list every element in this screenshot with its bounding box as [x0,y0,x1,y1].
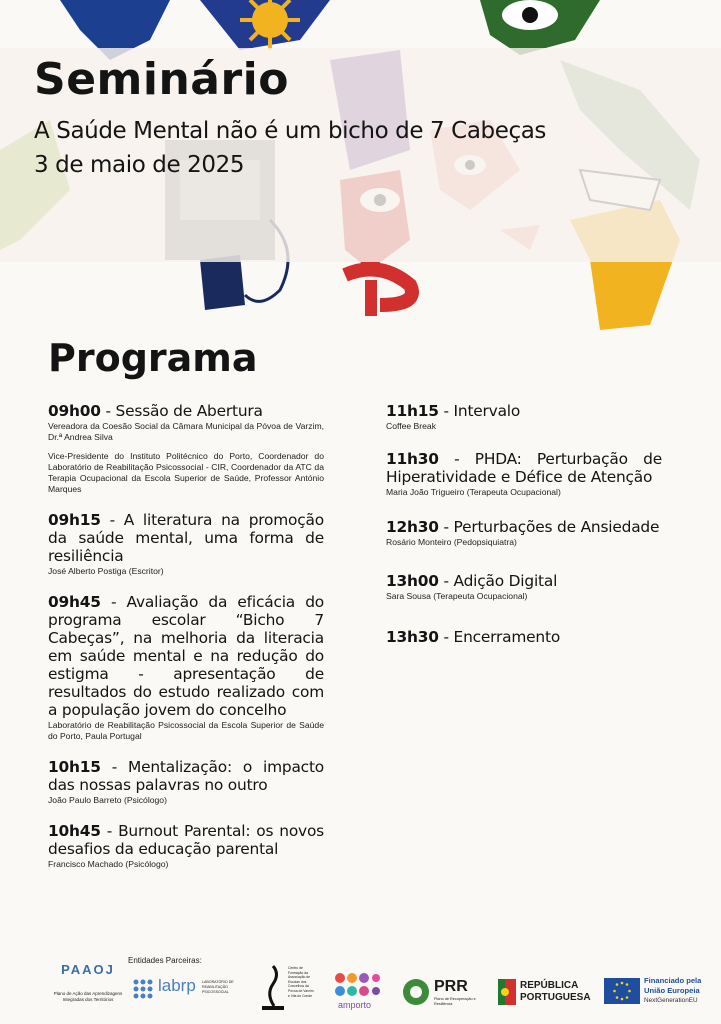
session-time: 13h30 [386,628,439,646]
republica-line1: REPÚBLICA [520,980,579,991]
session-name: PHDA: Perturbação de Hiperatividade e Défice de Atenção [386,450,662,486]
session-detail: Maria João Trigueiro (Terapeuta Ocupacional) [386,487,561,497]
labrp-dots-icon [132,978,154,1000]
cfae-emblem-icon [258,962,288,1012]
labrp-logo [132,976,244,1006]
eu-line3: NextGenerationEU [644,997,698,1004]
program-heading: Programa [48,336,258,380]
session-1130 [386,450,662,498]
session-1230 [386,518,662,548]
session-detail: João Paulo Barreto (Psicólogo) [48,795,167,805]
session-title: 09h00 - Sessão de Abertura [48,402,263,420]
session-name: Sessão de Abertura [115,402,263,420]
program-column-left [48,402,324,886]
amporto-logo [332,972,384,1012]
republica-portuguesa-logo [498,978,594,1008]
portugal-flag-icon [498,979,516,1005]
prr-caption: Plano de Recuperação e Resiliência [434,997,476,1006]
labrp-wordmark: labrp [158,976,196,995]
session-name: Intervalo [453,402,521,420]
paaoj-logo [50,962,126,1012]
session-0945 [48,593,324,742]
session-detail: José Alberto Postiga (Escritor) [48,566,164,576]
session-0900 [48,402,324,495]
session-title: 13h30 - Encerramento [386,628,561,646]
session-detail: Sara Sousa (Terapeuta Ocupacional) [386,591,528,601]
session-1300 [386,572,662,602]
session-0915 [48,511,324,577]
session-detail: Laboratório de Reabilitação Psicossocial da Escola Superior de Saúde do Porto, Paula Portugal [48,720,324,741]
eu-funding-logo [604,976,716,1008]
cfae-caption: Centro de Formação da Associação de Escolas dos Concelhos da Póvoa de Varzim e Vila do Conde [288,966,314,998]
program-column-right [386,402,662,662]
session-title: 09h15 - A literatura na promoção da saúde mental, uma forma de resiliência [48,511,324,565]
session-time: 10h45 [48,822,101,840]
session-detail: Vice-Presidente do Instituto Politécnico do Porto, Coordenador do Laboratório de Reabilitação Psicossocial - CIR, Coordenador da ATC da Terapia Ocupacional da Escola Superior de Saúde, Professor António Marques [48,451,324,494]
eu-line1: Financiado pela [644,976,702,985]
session-1045 [48,822,324,870]
session-title: 10h45 - Burnout Parental: os novos desafios da educação parental [48,822,324,858]
prr-emblem-icon [402,978,430,1006]
session-detail: Rosário Monteiro (Pedopsiquiatra) [386,537,517,547]
session-title: 11h15 - Intervalo [386,402,521,420]
session-title: 13h00 - Adição Digital [386,572,558,590]
seminar-subtitle-block [34,114,546,182]
eu-line2: União Europeia [644,986,700,995]
session-detail: Vereadora da Coesão Social da Câmara Municipal da Póvoa de Varzim, Dr.ª Andrea Silva [48,421,324,442]
session-1330 [386,628,662,646]
amporto-dots-icon [334,972,380,1000]
seminar-subtitle: A Saúde Mental não é um bicho de 7 Cabeças [34,118,546,144]
session-title: 09h45 - Avaliação da eficácia do programa escolar “Bicho 7 Cabeças”, na melhoria da literacia em saúde mental e na redução do estigma - apresentação de resultados do estudo realizado com a população jovem do concelho [48,593,324,719]
session-name: Burnout Parental: os novos desafios da educação parental [48,822,324,858]
session-name: Adição Digital [453,572,558,590]
session-time: 11h30 [386,450,439,468]
labrp-caption: LABORATÓRIO DE REABILITAÇÃO PSICOSSOCIAL [202,980,234,994]
session-time: 13h00 [386,572,439,590]
amporto-wordmark: amporto [338,1000,372,1010]
session-time: 09h00 [48,402,101,420]
paaoj-caption: Plano de Ação das Aprendizagens Integradas dos Territórios [53,991,123,1002]
session-time: 09h15 [48,511,101,529]
session-name: A literatura na promoção da saúde mental, uma forma de resiliência [48,511,324,565]
session-time: 12h30 [386,518,439,536]
prr-logo [402,976,494,1008]
session-name: Mentalização: o impacto das nossas palavras no outro [48,758,324,794]
session-1115 [386,402,662,432]
session-time: 10h15 [48,758,101,776]
republica-line2: PORTUGUESA [520,992,591,1003]
paaoj-wordmark: PAAOJ [61,962,115,977]
session-time: 09h45 [48,593,101,611]
session-name: Avaliação da eficácia do programa escolar “Bicho 7 Cabeças”, na melhoria da literacia em saúde mental e na redução do estigma - apresentação de resultados do estudo realizado com a população jovem do concelho [48,593,324,719]
session-detail: Coffee Break [386,421,437,431]
prr-wordmark: PRR [434,978,468,995]
seminar-date: 3 de maio de 2025 [34,152,245,178]
seminar-title: Seminário [34,54,289,105]
cfae-logo [258,962,314,1014]
session-title: 12h30 - Perturbações de Ansiedade [386,518,660,536]
session-title: 10h15 - Mentalização: o impacto das nossas palavras no outro [48,758,324,794]
session-time: 11h15 [386,402,439,420]
session-title: 11h30 - PHDA: Perturbação de Hiperatividade e Défice de Atenção [386,450,662,486]
session-name: Encerramento [453,628,561,646]
session-name: Perturbações de Ansiedade [453,518,660,536]
session-detail: Francisco Machado (Psicólogo) [48,859,169,869]
partners-label: Entidades Parceiras: [128,956,202,965]
eu-flag-icon [604,978,640,1004]
session-1015 [48,758,324,806]
